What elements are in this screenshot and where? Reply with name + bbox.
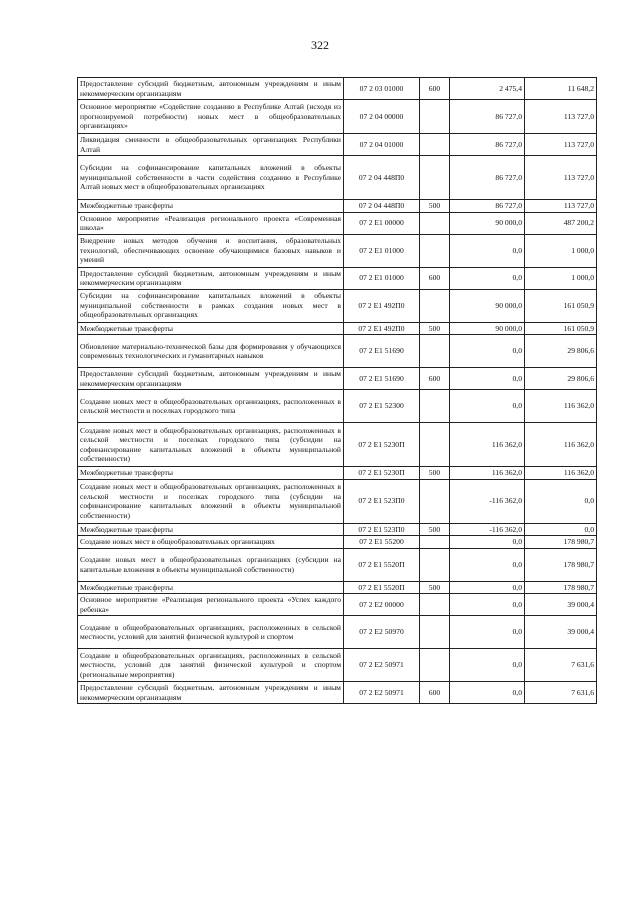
- row-amount-1-cell: 0,0: [450, 390, 525, 423]
- row-amount-2-cell: 0,0: [525, 523, 597, 536]
- table-row: [78, 134, 597, 156]
- row-amount-2-cell: 29 806,6: [525, 335, 597, 368]
- table-row: [78, 423, 597, 467]
- row-amount-2-cell: 11 648,2: [525, 78, 597, 100]
- row-expense-type-cell: [420, 616, 450, 649]
- row-amount-2-cell: 0,0: [525, 479, 597, 523]
- row-amount-1-cell: 116 362,0: [450, 423, 525, 467]
- row-expense-type-cell: [420, 212, 450, 234]
- row-expense-type-cell: [420, 100, 450, 134]
- row-amount-1-cell: 86 727,0: [450, 156, 525, 200]
- table-row: [78, 682, 597, 704]
- row-amount-2-cell: 161 050,9: [525, 289, 597, 322]
- row-expense-type-cell: [420, 479, 450, 523]
- budget-table-body: [78, 78, 597, 704]
- table-row: [78, 335, 597, 368]
- row-code-cell: 07 2 04 448П0: [344, 156, 420, 200]
- row-name-cell: Субсидии на софинансирование капитальных вложений в объекты муниципальной собственности в рамках создания новых мест в общеобразовательных организациях: [78, 289, 344, 322]
- row-code-cell: 07 2 E1 5520П: [344, 581, 420, 594]
- table-row: [78, 368, 597, 390]
- row-amount-2-cell: 1 000,0: [525, 267, 597, 289]
- row-amount-2-cell: 113 727,0: [525, 156, 597, 200]
- row-code-cell: 07 2 E1 52300: [344, 390, 420, 423]
- row-code-cell: 07 2 04 01000: [344, 134, 420, 156]
- row-expense-type-cell: [420, 156, 450, 200]
- table-row: [78, 649, 597, 682]
- row-amount-1-cell: 0,0: [450, 234, 525, 267]
- row-name-cell: Создание новых мест в общеобразовательных организациях, расположенных в сельской местности и поселках городского типа: [78, 390, 344, 423]
- row-expense-type-cell: [420, 289, 450, 322]
- row-expense-type-cell: 500: [420, 200, 450, 213]
- row-name-cell: Внедрение новых методов обучения и воспитания, образовательных технологий, обеспечивающих освоение обучающимися базовых навыков и умений: [78, 234, 344, 267]
- table-row: [78, 234, 597, 267]
- row-expense-type-cell: 600: [420, 267, 450, 289]
- table-row: [78, 212, 597, 234]
- row-expense-type-cell: 600: [420, 78, 450, 100]
- row-name-cell: Создание новых мест в общеобразовательных организациях, расположенных в сельской местности и поселках городского типа (субсидии на софинансирование капитальных вложений в объекты муниципальной собственности): [78, 479, 344, 523]
- page-number: 322: [311, 38, 329, 52]
- row-name-cell: Межбюджетные трансферты: [78, 581, 344, 594]
- row-amount-2-cell: 113 727,0: [525, 100, 597, 134]
- row-code-cell: 07 2 E2 00000: [344, 594, 420, 616]
- row-amount-1-cell: 0,0: [450, 581, 525, 594]
- row-amount-2-cell: 178 980,7: [525, 536, 597, 549]
- row-amount-2-cell: 7 631,6: [525, 649, 597, 682]
- table-row: [78, 523, 597, 536]
- row-expense-type-cell: 500: [420, 523, 450, 536]
- row-amount-1-cell: 0,0: [450, 682, 525, 704]
- table-row: [78, 200, 597, 213]
- row-expense-type-cell: 600: [420, 682, 450, 704]
- row-amount-2-cell: 116 362,0: [525, 423, 597, 467]
- row-amount-2-cell: 487 200,2: [525, 212, 597, 234]
- row-amount-2-cell: 113 727,0: [525, 200, 597, 213]
- row-amount-1-cell: 0,0: [450, 649, 525, 682]
- row-name-cell: Создание новых мест в общеобразовательных организациях (субсидии на капитальные вложения в объекты муниципальной собственности): [78, 548, 344, 581]
- table-row: [78, 581, 597, 594]
- row-expense-type-cell: [420, 134, 450, 156]
- row-name-cell: Основное мероприятие «Реализация регионального проекта «Современная школа»: [78, 212, 344, 234]
- row-name-cell: Межбюджетные трансферты: [78, 467, 344, 480]
- row-code-cell: 07 2 E1 492П0: [344, 322, 420, 335]
- row-amount-2-cell: 39 000,4: [525, 594, 597, 616]
- row-expense-type-cell: [420, 390, 450, 423]
- table-row: [78, 156, 597, 200]
- row-amount-1-cell: -116 362,0: [450, 479, 525, 523]
- row-amount-2-cell: 29 806,6: [525, 368, 597, 390]
- table-row: [78, 322, 597, 335]
- row-name-cell: Межбюджетные трансферты: [78, 523, 344, 536]
- row-expense-type-cell: [420, 234, 450, 267]
- row-code-cell: 07 2 E1 492П0: [344, 289, 420, 322]
- row-amount-1-cell: 0,0: [450, 594, 525, 616]
- row-code-cell: 07 2 E1 01000: [344, 267, 420, 289]
- row-expense-type-cell: 500: [420, 467, 450, 480]
- table-row: [78, 78, 597, 100]
- table-row: [78, 267, 597, 289]
- row-amount-1-cell: 90 000,0: [450, 212, 525, 234]
- row-code-cell: 07 2 E2 50971: [344, 682, 420, 704]
- row-amount-2-cell: 113 727,0: [525, 134, 597, 156]
- row-amount-1-cell: 0,0: [450, 267, 525, 289]
- row-amount-1-cell: 0,0: [450, 335, 525, 368]
- row-amount-2-cell: 116 362,0: [525, 467, 597, 480]
- row-amount-1-cell: -116 362,0: [450, 523, 525, 536]
- row-name-cell: Основное мероприятие «Реализация регионального проекта «Успех каждого ребенка»: [78, 594, 344, 616]
- row-name-cell: Создание новых мест в общеобразовательных организациях, расположенных в сельской местности и поселках городского типа (субсидии на софинансирование капитальных вложений в объекты муниципальной собственности): [78, 423, 344, 467]
- table-row: [78, 467, 597, 480]
- row-name-cell: Предоставление субсидий бюджетным, автономным учреждениям и иным некоммерческим организациям: [78, 682, 344, 704]
- row-name-cell: Межбюджетные трансферты: [78, 322, 344, 335]
- table-row: [78, 616, 597, 649]
- row-code-cell: 07 2 E1 55200: [344, 536, 420, 549]
- row-code-cell: 07 2 E2 50971: [344, 649, 420, 682]
- row-name-cell: Субсидии на софинансирование капитальных вложений в объекты муниципальной собственности в части содействия созданию в Республике Алтай новых мест в общеобразовательных организациях: [78, 156, 344, 200]
- row-code-cell: 07 2 E1 523П0: [344, 479, 420, 523]
- row-name-cell: Предоставление субсидий бюджетным, автономным учреждениям и иным некоммерческим организациям: [78, 368, 344, 390]
- row-amount-1-cell: 90 000,0: [450, 289, 525, 322]
- row-code-cell: 07 2 E1 00000: [344, 212, 420, 234]
- table-row: [78, 390, 597, 423]
- row-name-cell: Основное мероприятие «Содействие созданию в Республике Алтай (исходя из прогнозируемой потребности) новых мест в общеобразовательных организациях»: [78, 100, 344, 134]
- row-name-cell: Создание в общеобразовательных организациях, расположенных в сельской местности, условий для занятий физической культурой и спортом: [78, 616, 344, 649]
- row-amount-1-cell: 0,0: [450, 536, 525, 549]
- row-amount-1-cell: 0,0: [450, 616, 525, 649]
- row-amount-2-cell: 178 980,7: [525, 581, 597, 594]
- table-row: [78, 479, 597, 523]
- row-name-cell: Предоставление субсидий бюджетным, автономным учреждениям и иным некоммерческим организациям: [78, 78, 344, 100]
- row-code-cell: 07 2 E1 5520П: [344, 548, 420, 581]
- row-code-cell: 07 2 E1 5230П: [344, 423, 420, 467]
- row-amount-2-cell: 178 980,7: [525, 548, 597, 581]
- row-code-cell: 07 2 E1 5230П: [344, 467, 420, 480]
- row-expense-type-cell: [420, 536, 450, 549]
- row-name-cell: Создание новых мест в общеобразовательных организациях: [78, 536, 344, 549]
- table-row: [78, 100, 597, 134]
- row-code-cell: 07 2 04 00000: [344, 100, 420, 134]
- budget-table: [77, 77, 597, 704]
- row-name-cell: Обновление материально-технической базы для формирования у обучающихся современных технологических и гуманитарных навыков: [78, 335, 344, 368]
- row-amount-2-cell: 161 050,9: [525, 322, 597, 335]
- table-row: [78, 536, 597, 549]
- row-code-cell: 07 2 E1 51690: [344, 335, 420, 368]
- row-expense-type-cell: [420, 649, 450, 682]
- row-amount-1-cell: 86 727,0: [450, 134, 525, 156]
- row-name-cell: Создание в общеобразовательных организациях, расположенных в сельской местности, условий для занятий физической культурой и спортом (региональные мероприятия): [78, 649, 344, 682]
- row-amount-2-cell: 1 000,0: [525, 234, 597, 267]
- row-code-cell: 07 2 03 01000: [344, 78, 420, 100]
- row-name-cell: Предоставление субсидий бюджетным, автономным учреждениям и иным некоммерческим организациям: [78, 267, 344, 289]
- row-amount-1-cell: 2 475,4: [450, 78, 525, 100]
- row-code-cell: 07 2 04 448П0: [344, 200, 420, 213]
- row-code-cell: 07 2 E1 51690: [344, 368, 420, 390]
- row-expense-type-cell: [420, 423, 450, 467]
- row-expense-type-cell: 500: [420, 581, 450, 594]
- row-code-cell: 07 2 E1 01000: [344, 234, 420, 267]
- row-amount-1-cell: 86 727,0: [450, 100, 525, 134]
- row-code-cell: 07 2 E1 523П0: [344, 523, 420, 536]
- table-row: [78, 289, 597, 322]
- row-amount-1-cell: 0,0: [450, 548, 525, 581]
- row-name-cell: Межбюджетные трансферты: [78, 200, 344, 213]
- row-amount-1-cell: 0,0: [450, 368, 525, 390]
- row-code-cell: 07 2 E2 50970: [344, 616, 420, 649]
- row-amount-1-cell: 90 000,0: [450, 322, 525, 335]
- row-expense-type-cell: [420, 548, 450, 581]
- row-expense-type-cell: 600: [420, 368, 450, 390]
- row-expense-type-cell: 500: [420, 322, 450, 335]
- row-amount-1-cell: 116 362,0: [450, 467, 525, 480]
- row-name-cell: Ликвидация сменности в общеобразовательных организациях Республики Алтай: [78, 134, 344, 156]
- row-amount-2-cell: 39 000,4: [525, 616, 597, 649]
- row-amount-1-cell: 86 727,0: [450, 200, 525, 213]
- row-expense-type-cell: [420, 594, 450, 616]
- row-amount-2-cell: 7 631,6: [525, 682, 597, 704]
- row-expense-type-cell: [420, 335, 450, 368]
- row-amount-2-cell: 116 362,0: [525, 390, 597, 423]
- table-row: [78, 594, 597, 616]
- table-row: [78, 548, 597, 581]
